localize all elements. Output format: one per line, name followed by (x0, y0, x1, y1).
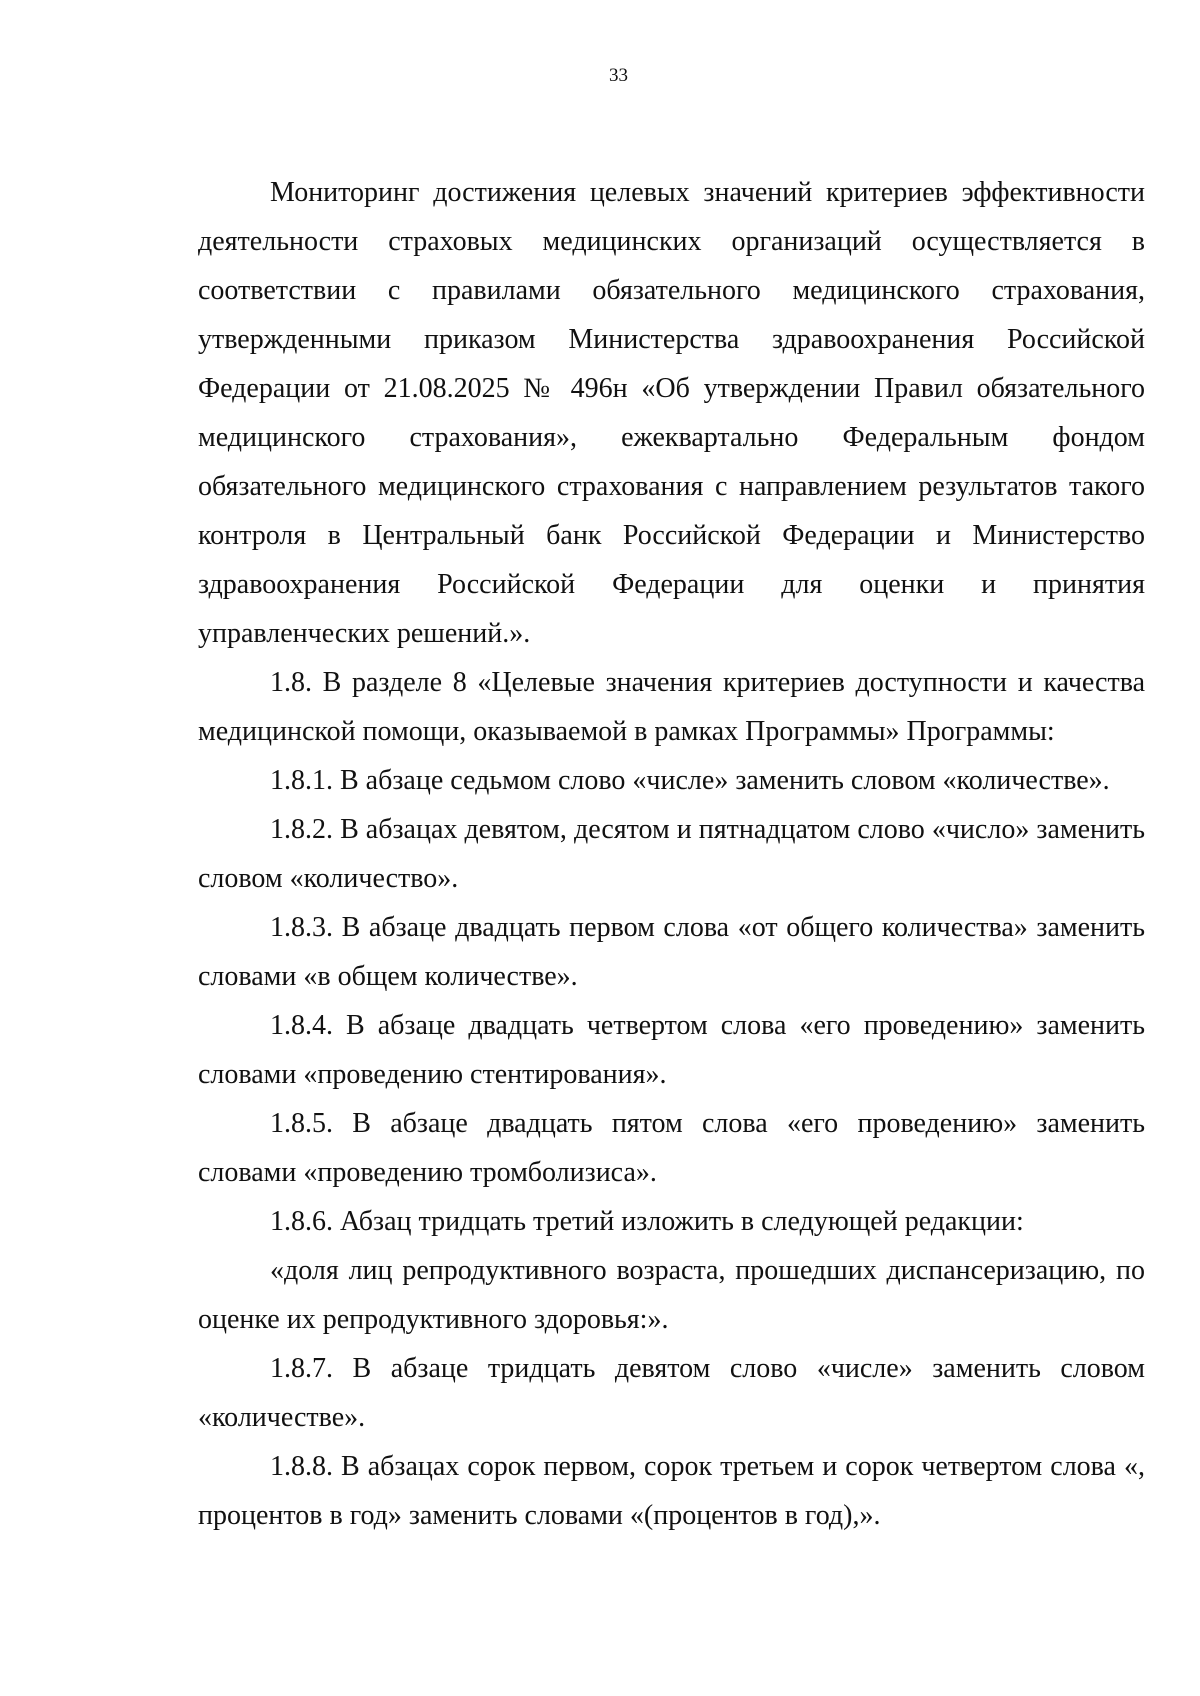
paragraph-1-8-3: 1.8.3. В абзаце двадцать первом слова «от общего количества» заменить словами «в общем количестве». (198, 912, 1145, 992)
paragraph-1-8-6: 1.8.6. Абзац тридцать третий изложить в следующей редакции: (270, 1206, 1024, 1237)
paragraph-1-8-5: 1.8.5. В абзаце двадцать пятом слова «его проведению» заменить словами «проведению тромболизиса». (198, 1108, 1145, 1188)
paragraph-1-8-8: 1.8.8. В абзацах сорок первом, сорок третьем и сорок четвертом слова «, процентов в год» заменить словами «(процентов в год),». (198, 1451, 1145, 1531)
paragraph-1-8-7: 1.8.7. В абзаце тридцать девятом слово «числе» заменить словом «количестве». (198, 1353, 1145, 1433)
page-number: 33 (609, 65, 628, 86)
paragraph-quoted-text: «доля лиц репродуктивного возраста, прошедших диспансеризацию, по оценке их репродуктивного здоровья:». (198, 1255, 1145, 1335)
paragraph-1-8-4: 1.8.4. В абзаце двадцать четвертом слова «его проведению» заменить словами «проведению стентирования». (198, 1010, 1145, 1090)
document-body (198, 168, 1145, 1540)
paragraph-1-8: 1.8. В разделе 8 «Целевые значения критериев доступности и качества медицинской помощи, оказываемой в рамках Программы» Программы: (198, 667, 1145, 747)
paragraph-1-8-1: 1.8.1. В абзаце седьмом слово «числе» заменить словом «количестве». (270, 765, 1110, 796)
paragraph-monitoring: Мониторинг достижения целевых значений критериев эффективности деятельности страховых медицинских организаций осуществляется в соответствии с правилами обязательного медицинского страхования, утвержденными приказом Министерства здравоохранения Российской Федерации от 21.08.2025 № 496н «Об утверждении Правил обязательного медицинского страхования», ежеквартально Федеральным фондом обязательного медицинского страхования с направлением результатов такого контроля в Центральный банк Российской Федерации и Министерство здравоохранения Российской Федерации для оценки и принятия управленческих решений.». (198, 177, 1145, 649)
paragraph-1-8-2: 1.8.2. В абзацах девятом, десятом и пятнадцатом слово «число» заменить словом «количество». (198, 814, 1145, 894)
